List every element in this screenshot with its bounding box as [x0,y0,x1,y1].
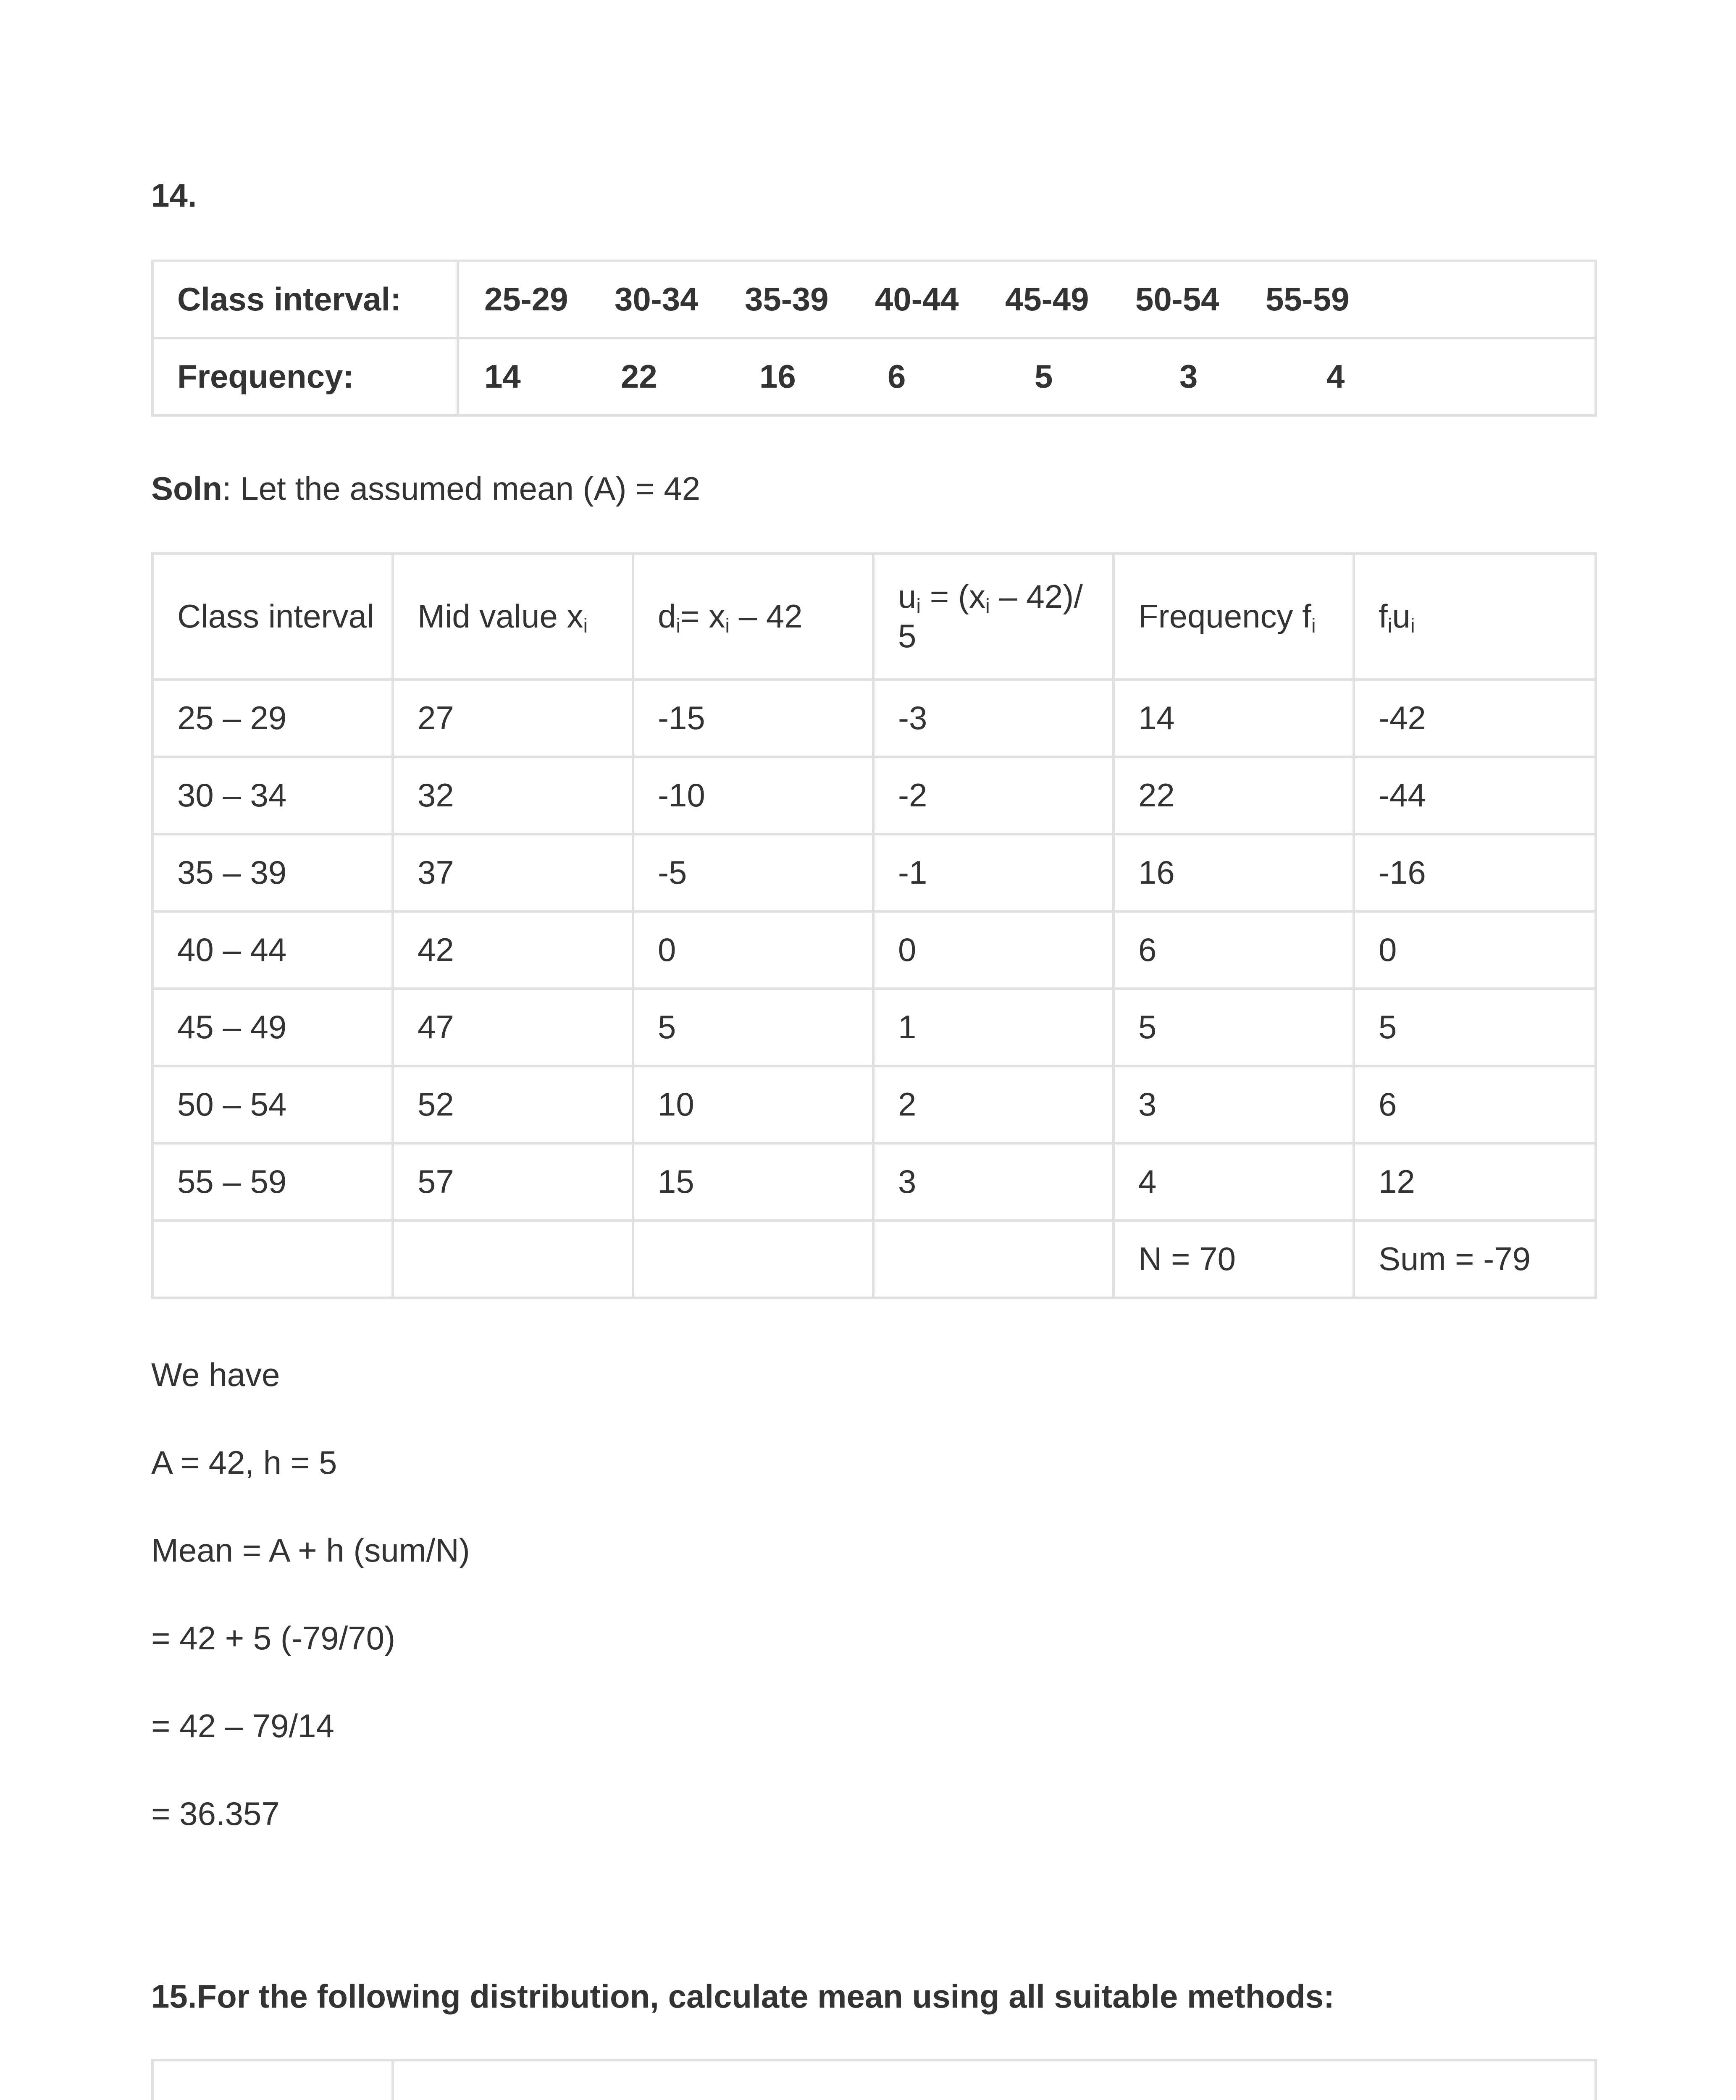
working-line: Mean = A + h (sum/N) [151,1532,470,1569]
q15-size-row [152,2060,1596,2100]
table-cell: 4 [1114,1143,1354,1221]
working-line: A = 42, h = 5 [151,1444,337,1481]
q14-soln-label: Soln [151,470,222,507]
table-cell: 50 – 54 [152,1066,393,1143]
table-row [152,757,1596,834]
q14-interval-cell: 35-39 [745,281,829,318]
table-cell: 35 – 39 [152,834,393,911]
q14-interval-label: Class interval: [152,261,458,338]
q14-interval-cell: 25-29 [484,281,568,318]
table-cell: -15 [633,680,873,757]
table-cell: 0 [633,911,873,989]
q14-interval-cell: 50-54 [1135,281,1219,318]
question-15-heading: 15.For the following distribution, calculate mean using all suitable methods: [151,1978,1335,2015]
table-cell [152,1221,393,1298]
header-deviation: $d_i= x_i - 42$ [633,554,873,680]
q14-frequency-cell: 6 [888,358,906,395]
q14-interval-cell: 45-49 [1005,281,1089,318]
q14-solution-header-row [152,554,1596,680]
table-row [152,989,1596,1066]
header-mid-value: Mid value $x_i$ [393,554,633,680]
q15-size-label [152,2060,393,2100]
q14-interval-row [152,261,1596,338]
table-cell: 16 [1114,834,1354,911]
q14-soln-text: : Let the assumed mean (A) = 42 [222,470,701,507]
table-cell: 25 – 29 [152,680,393,757]
table-cell: -5 [633,834,873,911]
total-sum-cell: Sum = -79 [1354,1221,1596,1298]
table-cell: 30 – 34 [152,757,393,834]
table-cell: 27 [393,680,633,757]
q14-interval-cell: 55-59 [1266,281,1350,318]
table-cell: -3 [873,680,1114,757]
table-cell: -2 [873,757,1114,834]
table-cell: 5 [1354,989,1596,1066]
table-cell: 37 [393,834,633,911]
working-line: = 36.357 [151,1795,280,1832]
table-cell: 0 [1354,911,1596,989]
table-cell: 0 [873,911,1114,989]
table-cell [393,1221,633,1298]
q14-frequency-row [152,338,1596,415]
table-total-row [152,1221,1596,1298]
table-cell: 40 – 44 [152,911,393,989]
q14-frequency-values [484,357,1594,396]
header-step-deviation: $u_i = (x_i - 42)/$ 5 [873,554,1114,680]
table-cell: 5 [1114,989,1354,1066]
table-cell [873,1221,1114,1298]
table-cell: -42 [1354,680,1596,757]
table-cell: 3 [873,1143,1114,1221]
q14-interval-cell: 40-44 [875,281,959,318]
q14-frequency-cell: 3 [1179,358,1198,395]
table-cell: 14 [1114,680,1354,757]
table-cell: 12 [1354,1143,1596,1221]
table-cell: 47 [393,989,633,1066]
table-cell: 5 [633,989,873,1066]
header-class-interval: Class interval [152,554,393,680]
working-line: We have [151,1356,280,1393]
table-row [152,680,1596,757]
table-cell: 6 [1114,911,1354,989]
q14-solution-intro [151,470,700,508]
q14-frequency-cell: 22 [621,358,657,395]
table-cell: 3 [1114,1066,1354,1143]
table-cell: -16 [1354,834,1596,911]
question-14-number: 14. [151,177,197,214]
q14-frequency-cell: 14 [484,358,521,395]
q15-data-table [151,2059,1597,2100]
q14-frequency-cell: 16 [759,358,796,395]
table-row [152,911,1596,989]
header-fu: $f_iu_i$ [1354,554,1596,680]
table-cell: -10 [633,757,873,834]
table-row [152,1143,1596,1221]
table-cell: 55 – 59 [152,1143,393,1221]
q14-solution-table [151,552,1597,1299]
table-cell: -1 [873,834,1114,911]
table-cell: -44 [1354,757,1596,834]
q14-frequency-cell: 5 [1035,358,1053,395]
table-cell: 22 [1114,757,1354,834]
table-cell: 57 [393,1143,633,1221]
q14-data-table [151,260,1597,417]
table-row [152,834,1596,911]
q14-frequency-label: Frequency: [152,338,458,415]
total-n-cell: N = 70 [1114,1221,1354,1298]
table-cell: 15 [633,1143,873,1221]
table-cell: 2 [873,1066,1114,1143]
table-cell: 45 – 49 [152,989,393,1066]
table-cell: 1 [873,989,1114,1066]
working-line: = 42 – 79/14 [151,1707,334,1744]
table-row [152,1066,1596,1143]
working-line: = 42 + 5 (-79/70) [151,1620,396,1656]
table-cell: 42 [393,911,633,989]
q14-interval-values [484,280,1594,319]
q14-frequency-cell: 4 [1326,358,1345,395]
table-cell [633,1221,873,1298]
header-frequency: Frequency $f_i$ [1114,554,1354,680]
table-cell: 10 [633,1066,873,1143]
table-cell: 52 [393,1066,633,1143]
table-cell: 6 [1354,1066,1596,1143]
q14-interval-cell: 30-34 [615,281,699,318]
table-cell: 32 [393,757,633,834]
